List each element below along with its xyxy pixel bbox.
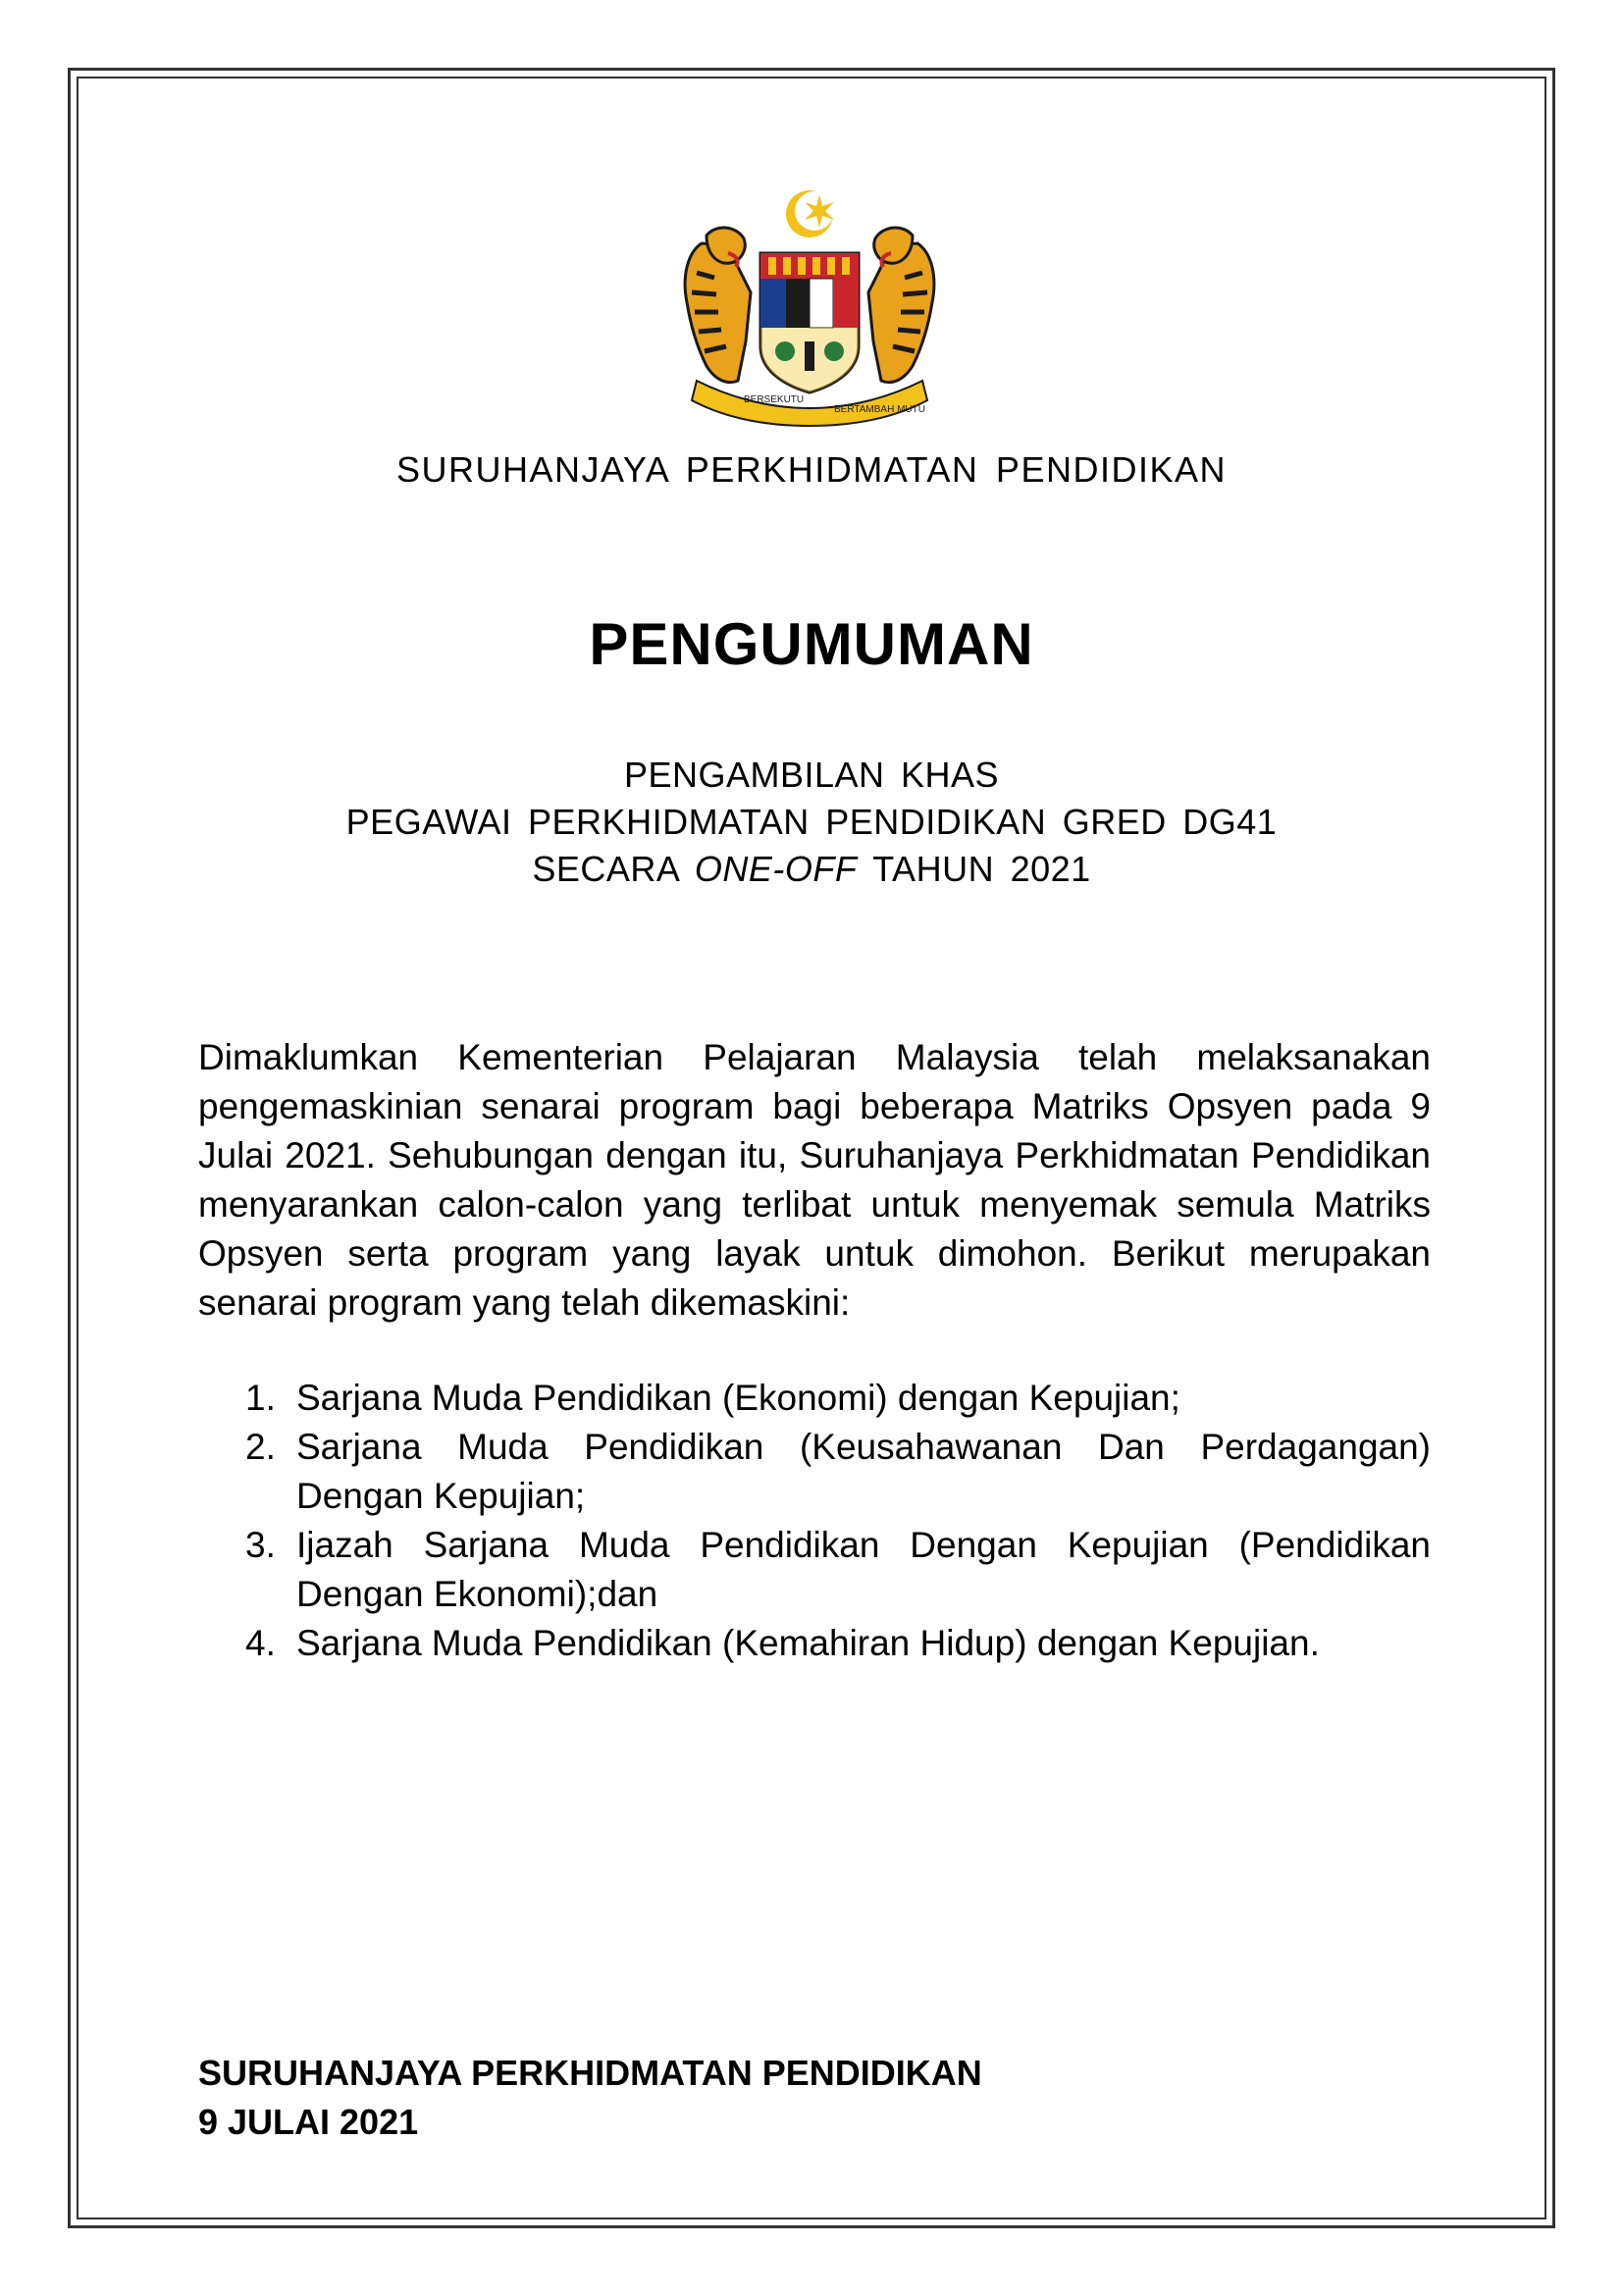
subtitle-line-3-italic: ONE-OFF (694, 849, 858, 889)
program-number: 4. (245, 1623, 276, 1663)
program-text: Sarjana Muda Pendidikan (Kemahiran Hidup) dengan Kepujian. (296, 1623, 1320, 1663)
svg-text:BERTAMBAH MUTU: BERTAMBAH MUTU (834, 404, 925, 415)
svg-text:BERSEKUTU: BERSEKUTU (744, 394, 805, 405)
program-number: 1. (245, 1378, 276, 1418)
program-number: 3. (245, 1525, 276, 1565)
program-text: Sarjana Muda Pendidikan (Keusahawanan Dan Perdagangan) Dengan Kepujian; (296, 1427, 1431, 1516)
body-paragraph: Dimaklumkan Kementerian Pelajaran Malaysia telah melaksanakan pengemaskinian senarai program bagi beberapa Matriks Opsyen pada 9 Julai 2021. Sehubungan dengan itu, Suruhanjaya Perkhidmatan Pendidikan menyarankan calon-calon yang terlibat untuk menyemak semula Matriks Opsyen serta program yang layak untuk dimohon. Berikut merupakan senarai program yang telah dikemaskini: (198, 1037, 1431, 1323)
coat-of-arms-icon (667, 184, 952, 430)
program-number: 2. (245, 1427, 276, 1467)
footer-organization: SURUHANJAYA PERKHIDMATAN PENDIDIKAN (198, 2053, 982, 2093)
subtitle-line-3-suffix: TAHUN 2021 (857, 849, 1091, 889)
footer-date: 9 JULAI 2021 (198, 2102, 419, 2142)
subtitle-line-3-prefix: SECARA (532, 849, 695, 889)
program-list-item (198, 1423, 1431, 1521)
program-text: Sarjana Muda Pendidikan (Ekonomi) dengan Kepujian; (296, 1378, 1180, 1418)
program-list-item (198, 1374, 1431, 1423)
signature-block (198, 2049, 982, 2147)
right-tiger-icon (868, 228, 934, 383)
subtitle-line-2: PEGAWAI PERKHIDMATAN PENDIDIKAN GRED DG41 (345, 802, 1278, 842)
subtitle-line-3 (0, 846, 1623, 893)
program-list-item (198, 1619, 1431, 1668)
organization-heading: SURUHANJAYA PERKHIDMATAN PENDIDIKAN (396, 449, 1227, 490)
page-title: PENGUMUMAN (589, 611, 1034, 677)
announcement-subtitle (0, 752, 1623, 893)
left-tiger-icon (685, 228, 751, 383)
star-crescent-icon (786, 190, 834, 237)
subtitle-line-1: PENGAMBILAN KHAS (623, 755, 1000, 795)
program-list-item (198, 1521, 1431, 1619)
program-text: Ijazah Sarjana Muda Pendidikan Dengan Kepujian (Pendidikan Dengan Ekonomi);dan (296, 1525, 1431, 1614)
shield-icon (760, 253, 859, 392)
program-list (198, 1374, 1431, 1668)
